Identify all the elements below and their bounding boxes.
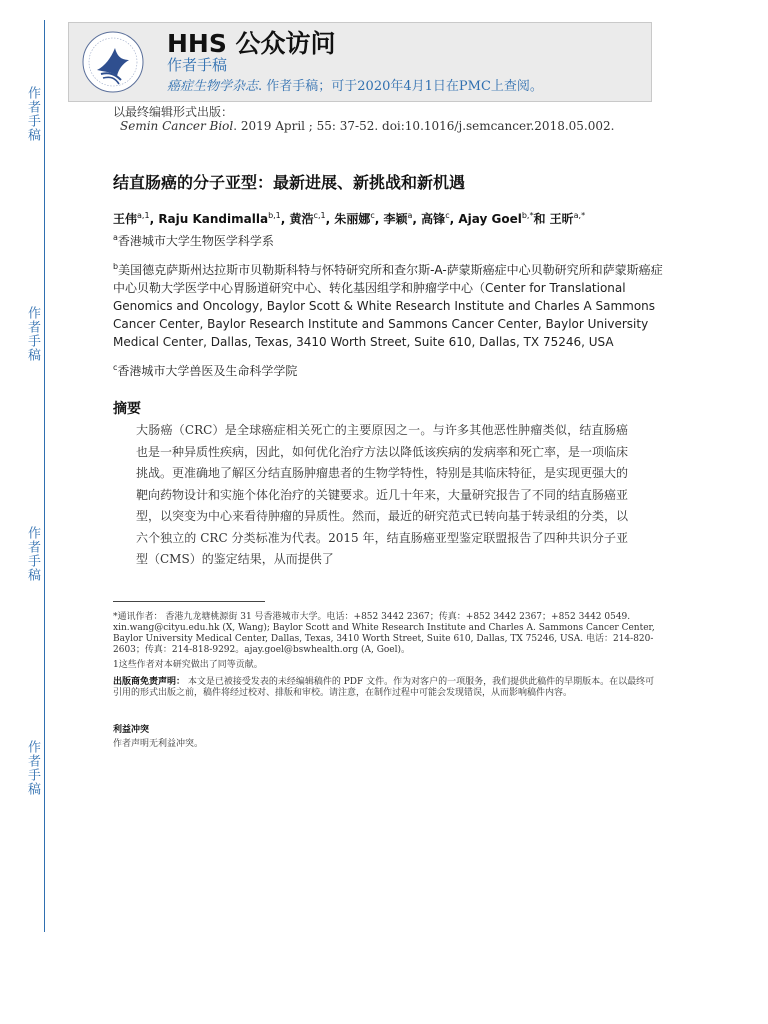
equal-contribution-footnote: 1这些作者对本研究做出了同等贡献。 <box>113 660 263 670</box>
author-separator: , <box>374 212 384 226</box>
footnote-divider <box>113 601 265 602</box>
hhs-eagle-logo-icon <box>81 30 145 94</box>
banner-note <box>167 75 543 94</box>
affiliation-marker: b <box>113 262 119 271</box>
author-name: Ajay Goel <box>458 212 522 226</box>
conflict-of-interest-text: 作者声明无利益冲突。 <box>113 739 204 749</box>
author-affiliation-marker: a,1 <box>137 211 150 220</box>
author-name: 李颖 <box>383 212 408 226</box>
citation-journal: Semin Cancer Biol <box>120 119 234 133</box>
citation <box>120 119 614 133</box>
author-affiliation-marker: c <box>445 211 450 220</box>
affiliation-text: 美国德克萨斯州达拉斯市贝勒斯科特与怀特研究所和查尔斯-A-萨蒙斯癌症中心贝勒研究所和萨蒙斯癌症中心贝勒大学医学中心胃肠道研究中心、转化基因组学和肿瘤学中心（Center for Translational Genomics and Oncology, Baylor Scott & White Research Institute and Charles A Sammons Cancer Center, Baylor Research Institute and Sammons Cancer Center, Baylor University Medical Center, Dallas, Texas, 3410 Worth Street, Suite 610, Dallas, TX 75246, USA <box>113 263 663 349</box>
published-form-label: 以最终编辑形式出版： <box>113 105 234 119</box>
author-name: Raju Kandimalla <box>158 212 269 226</box>
author-name: 王伟 <box>113 212 138 226</box>
affiliation-text: 香港城市大学生物医学科学系 <box>117 234 274 248</box>
correspondence-footnote: *通讯作者： 香港九龙塘桃源街 31 号香港城市大学。电话：+852 3442 2367；传真：+852 3442 2367；+852 3442 0549. xin.wang@cityu.edu.hk (X, Wang); Baylor Scott and White Research Institute and Charles A. Sammons Cancer Center, Baylor University Medical Center, Dallas, Texas, 3410 Worth Street, Suite 610, Dallas, TX 75246, USA. 电话：214-820-2603；传真：214-818-9292。ajay.goel@bswhealth.org (A, Goel)。 <box>113 612 655 655</box>
affiliation-marker: c <box>113 363 118 372</box>
affiliation-text: 香港城市大学兽医及生命科学学院 <box>117 364 298 378</box>
affiliation-marker: a <box>113 233 118 242</box>
author-affiliation-marker: a,* <box>573 211 586 220</box>
author-separator: 和 <box>533 212 550 226</box>
article-title: 结直肠癌的分子亚型：最新进展、新挑战和新机遇 <box>113 173 466 192</box>
author-list <box>113 210 673 227</box>
banner-journal: 癌症生物学杂志 <box>167 79 259 94</box>
hhs-public-access-banner <box>68 22 652 102</box>
author-name: 高锋 <box>421 212 446 226</box>
author-name: 黄浩 <box>289 212 314 226</box>
author-affiliation-marker: c <box>370 211 375 220</box>
banner-subtitle: 作者手稿 <box>167 56 228 74</box>
affiliation-a <box>113 229 663 250</box>
author-name: 朱丽娜 <box>334 212 371 226</box>
author-separator: , <box>412 212 422 226</box>
abstract-heading: 摘要 <box>113 401 141 417</box>
citation-details: . 2019 April ; 55: 37-52. doi:10.1016/j.semcancer.2018.05.002. <box>233 119 615 133</box>
conflict-of-interest-heading <box>113 725 658 736</box>
affiliation-c <box>113 359 663 380</box>
author-separator: , <box>149 212 159 226</box>
disclaimer-label: 出版商免责声明： <box>113 677 186 687</box>
side-label-author-manuscript: 作者手稿 <box>25 86 40 142</box>
author-separator: , <box>280 212 290 226</box>
author-name: 王昕 <box>549 212 574 226</box>
publisher-disclaimer <box>113 677 658 699</box>
disclaimer-text: 本文是已被接受发表的未经编辑稿件的 PDF 文件。作为对客户的一项服务，我们提供此稿件的早期版本。在以最终可引用的形式出版之前，稿件将经过校对、排版和审校。请注意，在制作过程中可能会发现错误，从而影响稿件内容。 <box>113 677 655 698</box>
author-affiliation-marker: b,1 <box>268 211 281 220</box>
abstract-body: 大肠癌（CRC）是全球癌症相关死亡的主要原因之一。与许多其他恶性肿瘤类似，结直肠癌也是一种异质性疾病，因此，如何优化治疗方法以降低该疾病的发病率和死亡率，是一项临床挑战。更准确地了解区分结直肠肿瘤患者的生物学特性，特别是其临床特征，是实现更强大的靶向药物设计和实施个体化治疗的关键要求。近几十年来，大量研究报告了不同的结直肠癌亚型，以突变为中心来看待肿瘤的异质性。然而，最近的研究范式已转向基于转录组的分类，以六个独立的 CRC 分类标准为代表。2015 年，结直肠癌亚型鉴定联盟报告了四种共识分子亚型（CMS）的鉴定结果，从而提供了 <box>136 423 629 566</box>
author-affiliation-marker: a <box>407 211 413 220</box>
author-separator: , <box>449 212 459 226</box>
side-label-author-manuscript: 作者手稿 <box>25 740 40 796</box>
side-label-author-manuscript: 作者手稿 <box>25 526 40 582</box>
author-affiliation-marker: b,* <box>521 211 534 220</box>
side-label-author-manuscript: 作者手稿 <box>25 306 40 362</box>
author-affiliation-marker: c,1 <box>313 211 326 220</box>
affiliation-b <box>113 258 663 351</box>
banner-availability: . 作者手稿；可于2020年4月1日在PMC上查阅。 <box>258 79 543 94</box>
coi-label: 利益冲突 <box>113 725 150 735</box>
margin-rule <box>44 20 45 932</box>
author-separator: , <box>325 212 335 226</box>
banner-title: HHS 公众访问 <box>167 29 336 58</box>
